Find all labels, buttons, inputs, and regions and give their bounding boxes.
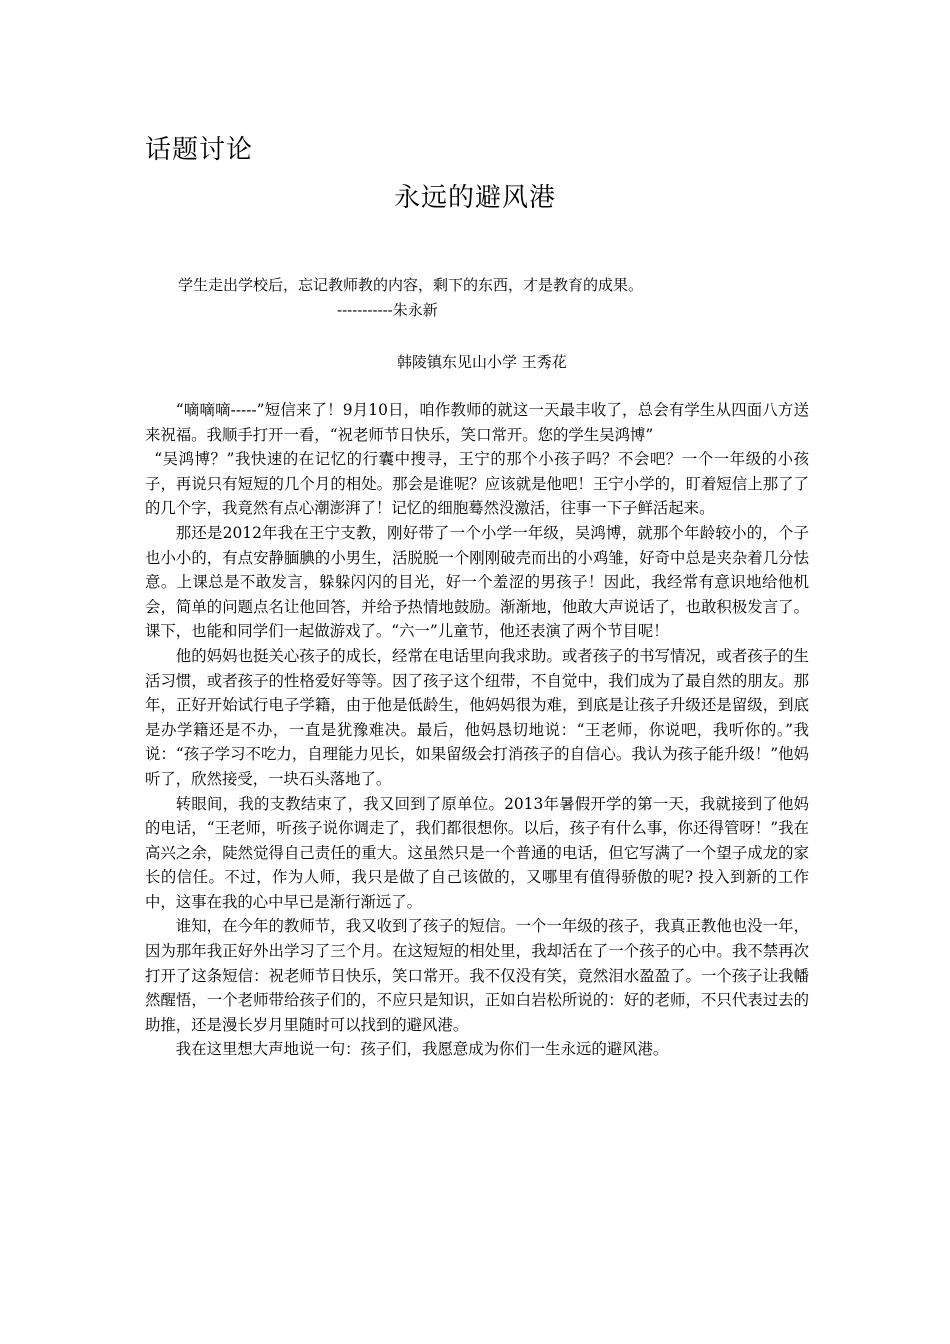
paragraph-3: 那还是2012年我在王宁支教，刚好带了一个小学一年级，吴鸿博，就那个年龄较小的，个子也小小的，有点安静腼腆的小男生，活脱脱一个刚刚破壳而出的小鸡雏，好奇中总是夹杂着几分怯意。上课总是不敢发言，躲躲闪闪的目光，好一个羞涩的男孩子！因此，我经常有意识地给他机会，简单的问题点名让他回答，并给予热情地鼓励。渐渐地，他敢大声说话了，也敢积极发言了。课下，也能和同学们一起做游戏了。“六一”儿童节，他还表演了两个节目呢！ (145, 523, 809, 641)
epigraph-quote: 学生走出学校后，忘记教师教的内容，剩下的东西，才是教育的成果。 (178, 276, 644, 294)
paragraph-1: “嘀嘀嘀-----”短信来了！9月10日，咱作教师的就这一天最丰收了，总会有学生从四面八方送来祝福。我顺手打开一看，“祝老师节日快乐，笑口常开。您的学生吴鸿博” (145, 401, 809, 444)
paragraph-2: “吴鸿博？”我快速的在记忆的行囊中搜寻，王宁的那个小孩子吗？不会吧？一个一年级的小孩子，再说只有短短的几个月的相处。那会是谁呢？应该就是他吧！王宁小学的，盯着短信上那了了的几个字，我竟然有点心潮澎湃了！记忆的细胞蓦然没激活，往事一下子鲜活起来。 (145, 450, 809, 518)
paragraph-4: 他的妈妈也挺关心孩子的成长，经常在电话里向我求助。或者孩子的书写情况，或者孩子的生活习惯，或者孩子的性格爱好等等。因了孩子这个纽带，不自觉中，我们成为了最自然的朋友。那年，正好开始试行电子学籍，由于他是低龄生，他妈妈很为难，到底是让孩子升级还是留级，到底是办学籍还是不办，一直是犹豫难决。最后，他妈恳切地说：“王老师，你说吧，我听你的。”我说：“孩子学习不吃力，自理能力见长，如果留级会打消孩子的自信心。我认为孩子能升级！”他妈听了，欣然接受，一块石头落地了。 (145, 646, 809, 788)
section-label: 话题讨论 (145, 135, 254, 165)
article-title: 永远的避风港 (393, 183, 556, 213)
paragraph-7: 我在这里想大声地说一句：孩子们，我愿意成为你们一生永远的避风港。 (175, 1040, 669, 1059)
article-body (145, 398, 809, 1062)
paragraph-5: 转眼间，我的支教结束了，我又回到了原单位。2013年暑假开学的第一天，我就接到了他妈的电话，“王老师，听孩子说你调走了，我们都很想你。以后，孩子有什么事，你还得管呀！”我在高兴之余，陡然觉得自己责任的重大。这虽然只是一个普通的电话，但它写满了一个望子成龙的家长的信任。不过，作为人师，我只是做了自己该做的，又哪里有值得骄傲的呢? 投入到新的工作中，这事在我的心中早已是渐行渐远了。 (145, 794, 809, 911)
paragraph-6: 谁知，在今年的教师节，我又收到了孩子的短信。一个一年级的孩子，我真正教他也没一年，因为那年我正好外出学习了三个月。在这短短的相处里，我却活在了一个孩子的心中。我不禁再次打开了这条短信：祝老师节日快乐，笑口常开。我不仅没有笑，竟然泪水盈盈了。一个孩子让我幡然醒悟，一个老师带给孩子们的，不应只是知识，正如白岩松所说的：好的老师，不只代表过去的助推，还是漫长岁月里随时可以找到的避风港。 (145, 917, 809, 1034)
epigraph-author: -----------朱永新 (337, 301, 438, 319)
author-byline: 韩陵镇东见山小学 王秀花 (397, 353, 567, 371)
